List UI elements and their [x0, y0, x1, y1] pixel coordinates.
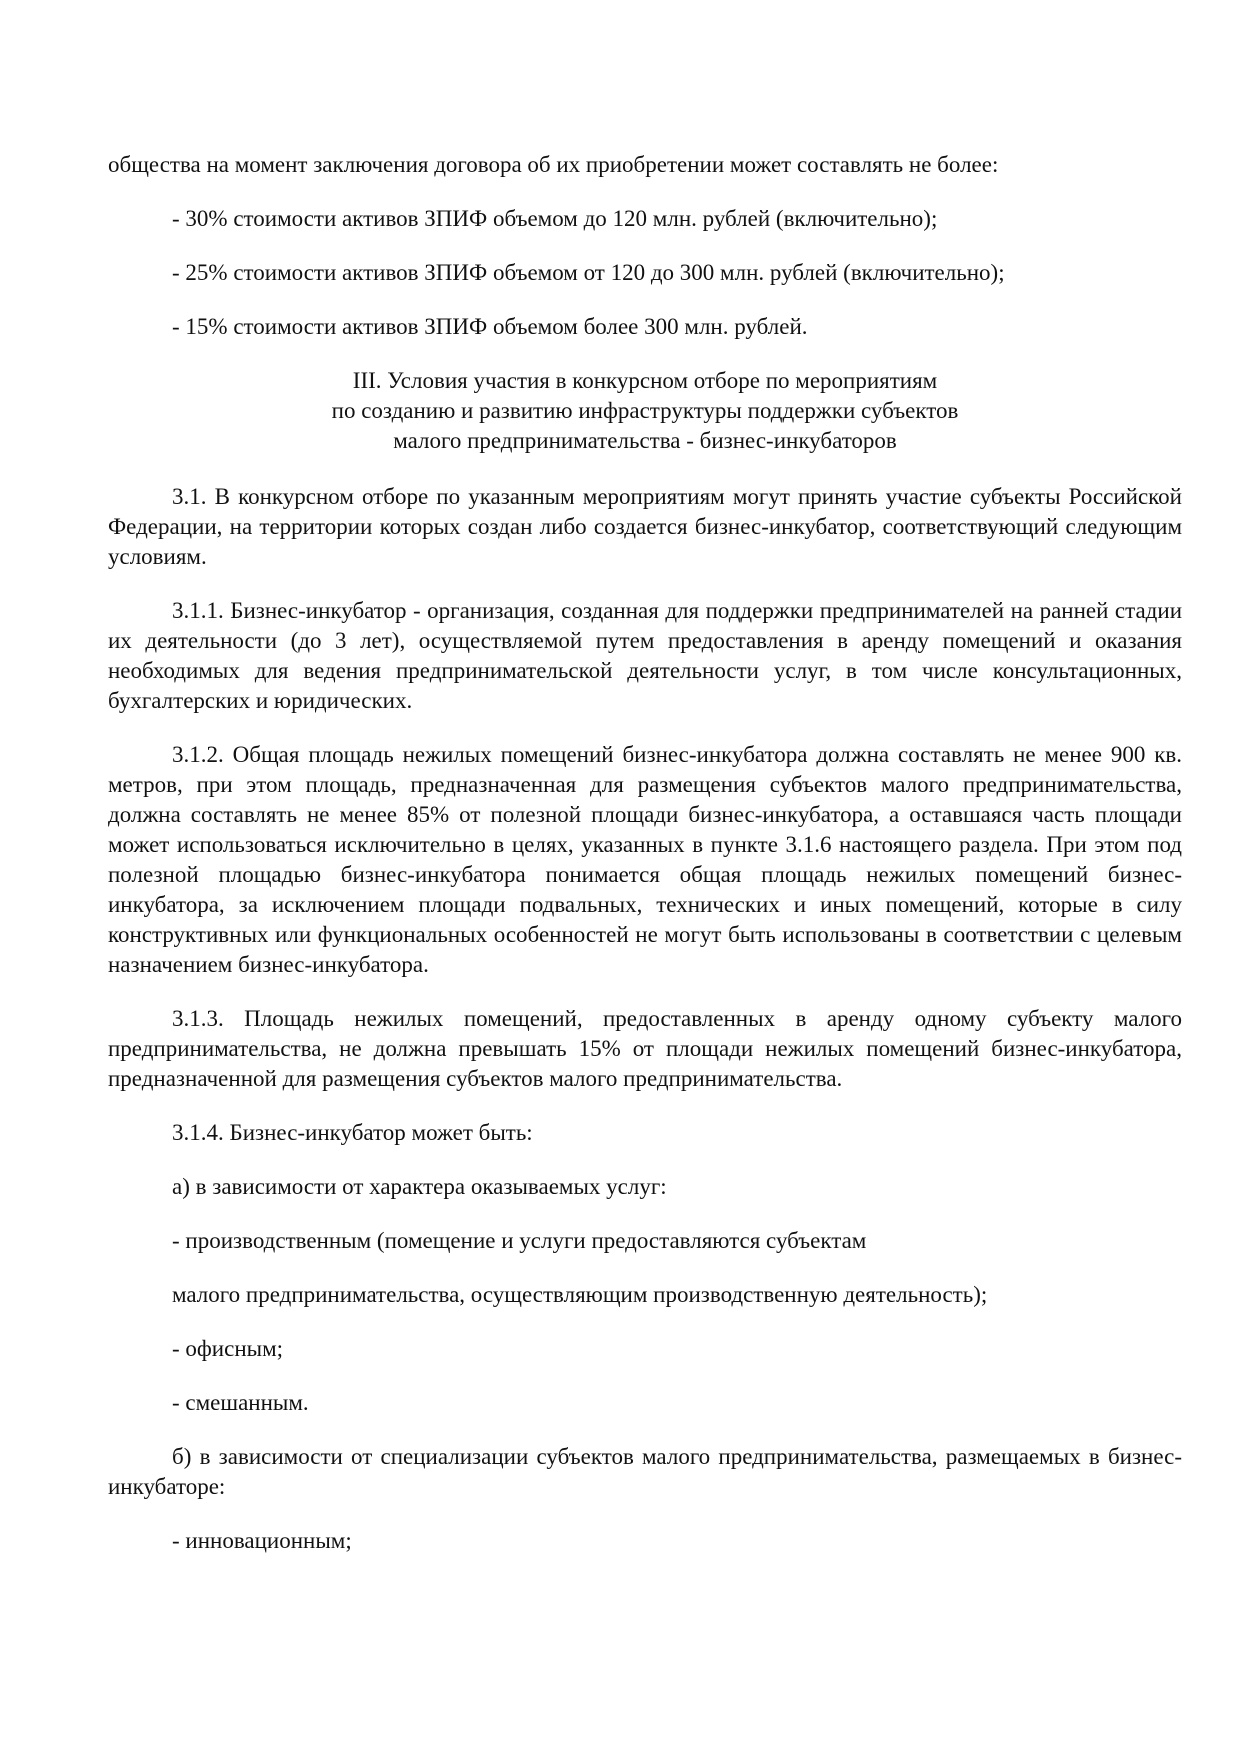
section-heading-line-2: по созданию и развитию инфраструктуры поддержки субъектов: [331, 398, 959, 423]
paragraph-3-1: 3.1. В конкурсном отборе по указанным мероприятиям могут принять участие субъекты Российской Федерации, на территории которых создан либо создается бизнес-инкубатор, соответствующий следующим условиям.: [108, 484, 1182, 569]
list-item-production-line-2: малого предпринимательства, осуществляющим производственную деятельность);: [172, 1282, 988, 1307]
paragraph-3-1-4: 3.1.4. Бизнес-инкубатор может быть:: [172, 1120, 533, 1145]
paragraph-3-1-1: 3.1.1. Бизнес-инкубатор - организация, созданная для поддержки предпринимателей на ранней стадии их деятельности (до 3 лет), осуществляемой путем предоставления в аренду помещений и оказания необходимых для ведения предпринимательской деятельности услуг, в том числе консультационных, бухгалтерских и юридических.: [108, 598, 1182, 713]
paragraph-3-1-3: 3.1.3. Площадь нежилых помещений, предоставленных в аренду одному субъекту малого предпринимательства, не должна превышать 15% от площади нежилых помещений бизнес-инкубатора, предназначенной для размещения субъектов малого предпринимательства.: [108, 1006, 1182, 1091]
list-item-production-line-1: - производственным (помещение и услуги предоставляются субъектам: [172, 1228, 867, 1253]
zpif-limit-30: - 30% стоимости активов ЗПИФ объемом до 120 млн. рублей (включительно);: [172, 206, 938, 231]
zpif-limit-15: - 15% стоимости активов ЗПИФ объемом более 300 млн. рублей.: [172, 314, 808, 339]
list-item-a-intro: а) в зависимости от характера оказываемых услуг:: [172, 1174, 667, 1199]
paragraph-intro: общества на момент заключения договора об их приобретении может составлять не более:: [108, 152, 999, 177]
paragraph-3-1-2: 3.1.2. Общая площадь нежилых помещений бизнес-инкубатора должна составлять не менее 900 кв. метров, при этом площадь, предназначенная для размещения субъектов малого предпринимательства, должна составлять не менее 85% от полезной площади бизнес-инкубатора, а оставшаяся часть площади может использоваться исключительно в целях, указанных в пункте 3.1.6 настоящего раздела. При этом под полезной площадью бизнес-инкубатора понимается общая площадь нежилых помещений бизнес-инкубатора, за исключением площади подвальных, технических и иных помещений, которые в силу конструктивных или функциональных особенностей не могут быть использованы в соответствии с целевым назначением бизнес-инкубатора.: [108, 742, 1182, 977]
document-content: [108, 150, 1182, 1580]
list-item-office: - офисным;: [172, 1336, 284, 1361]
section-heading-line-3: малого предпринимательства - бизнес-инкубаторов: [393, 428, 897, 453]
section-heading-line-1: III. Условия участия в конкурсном отборе по мероприятиям: [352, 368, 938, 393]
zpif-limit-25: - 25% стоимости активов ЗПИФ объемом от 120 до 300 млн. рублей (включительно);: [172, 260, 1005, 285]
section-heading: [108, 366, 1182, 456]
list-item-innovation: - инновационным;: [172, 1528, 352, 1553]
list-item-mixed: - смешанным.: [172, 1390, 309, 1415]
list-item-b-intro: б) в зависимости от специализации субъектов малого предпринимательства, размещаемых в бизнес-инкубаторе:: [108, 1444, 1182, 1499]
